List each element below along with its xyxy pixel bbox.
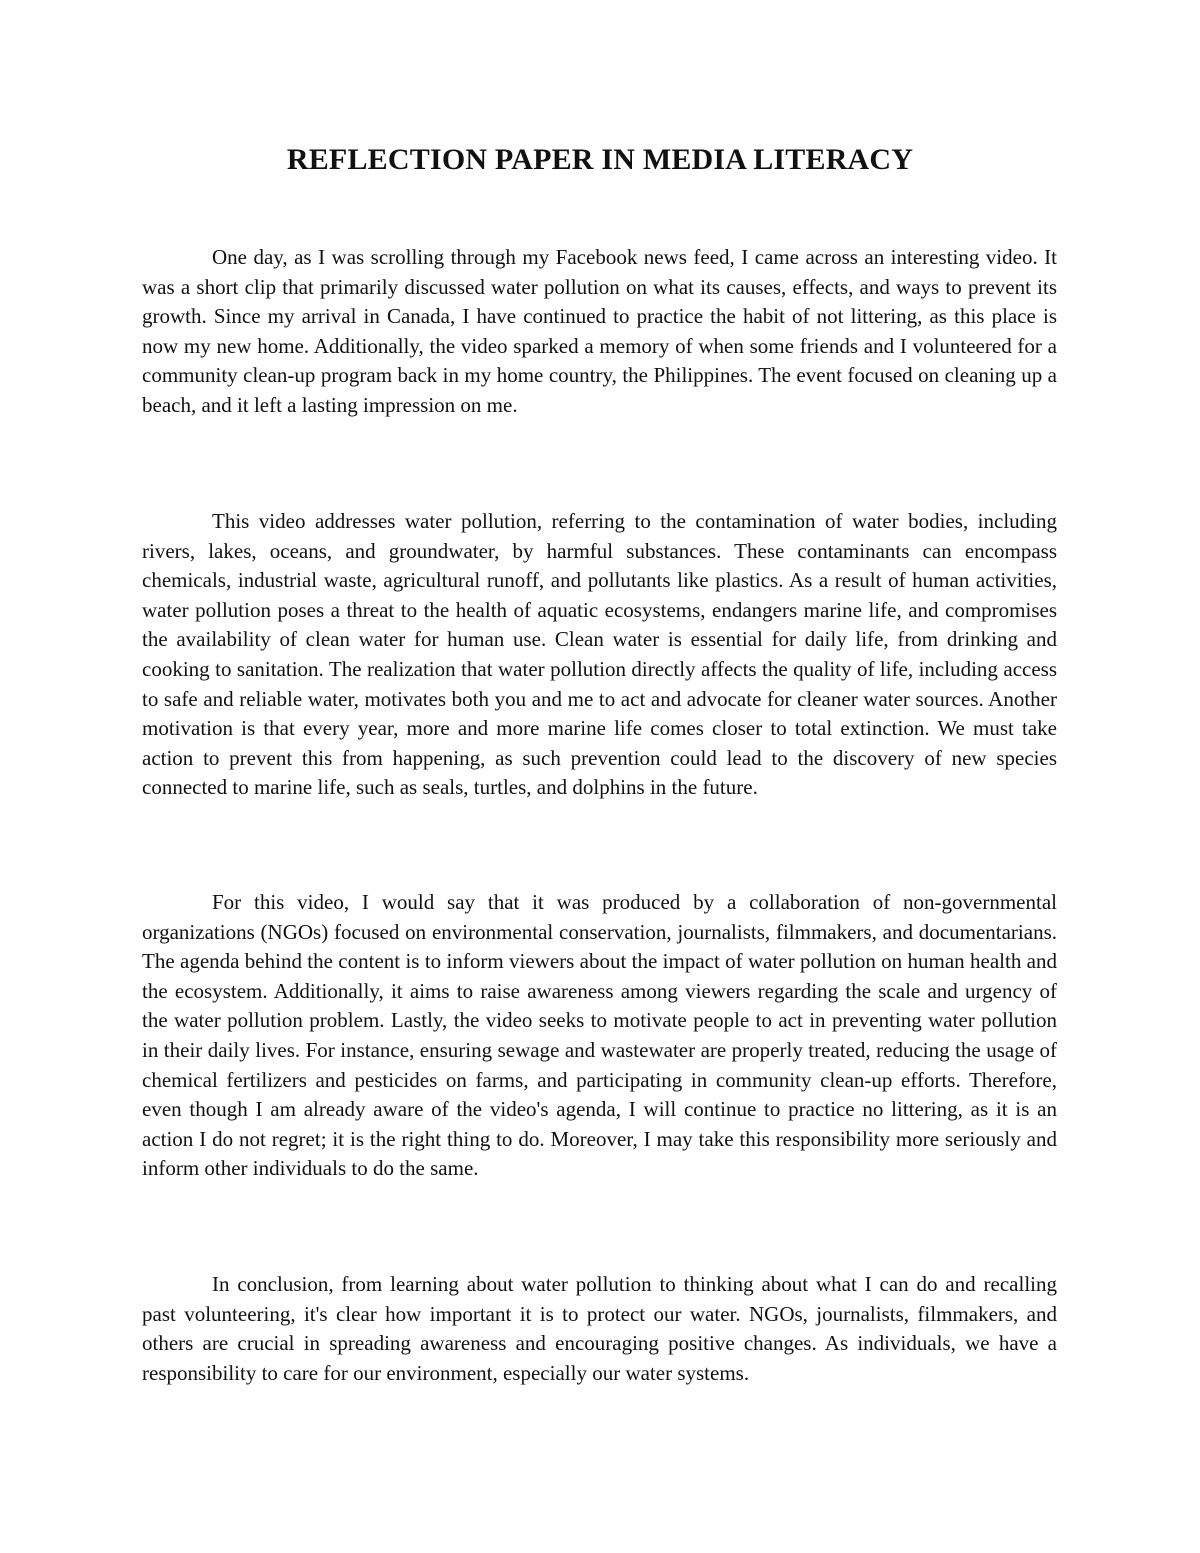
- paragraph-conclusion: In conclusion, from learning about water pollution to thinking about what I can do and recalling past volunteering, it's clear how important it is to protect our water. NGOs, journalists, filmmakers, and others are crucial in spreading awareness and encouraging positive changes. As individuals, we have a responsibility to care for our environment, especially our water systems.: [142, 1272, 1057, 1385]
- paragraph-water-pollution: This video addresses water pollution, referring to the contamination of water bodies, including rivers, lakes, oceans, and groundwater, by harmful substances. These contaminants can encompass chemicals, industrial waste, agricultural runoff, and pollutants like plastics. As a result of human activities, water pollution poses a threat to the health of aquatic ecosystems, endangers marine life, and compromises the availability of clean water for human use. Clean water is essential for daily life, from drinking and cooking to sanitation. The realization that water pollution directly affects the quality of life, including access to safe and reliable water, motivates both you and me to act and advocate for cleaner water sources. Another motivation is that every year, more and more marine life comes closer to total extinction. We must take action to prevent this from happening, as such prevention could lead to the discovery of new species connected to marine life, such as seals, turtles, and dolphins in the future.: [142, 509, 1057, 800]
- paragraph-video-producers: For this video, I would say that it was produced by a collaboration of non-governmental organizations (NGOs) focused on environmental conservation, journalists, filmmakers, and documentarians. The agenda behind the content is to inform viewers about the impact of water pollution on human health and the ecosystem. Additionally, it aims to raise awareness among viewers regarding the scale and urgency of the water pollution problem. Lastly, the video seeks to motivate people to act in preventing water pollution in their daily lives. For instance, ensuring sewage and wastewater are properly treated, reducing the usage of chemical fertilizers and pesticides on farms, and participating in community clean-up efforts. Therefore, even though I am already aware of the video's agenda, I will continue to practice no littering, as it is an action I do not regret; it is the right thing to do. Moreover, I may take this responsibility more seriously and inform other individuals to do the same.: [142, 890, 1057, 1181]
- document-title: REFLECTION PAPER IN MEDIA LITERACY: [286, 143, 914, 176]
- paragraph-introduction: One day, as I was scrolling through my Facebook news feed, I came across an interesting video. It was a short clip that primarily discussed water pollution on what its causes, effects, and ways to prevent its growth. Since my arrival in Canada, I have continued to practice the habit of not littering, as this place is now my new home. Additionally, the video sparked a memory of when some friends and I volunteered for a community clean-up program back in my home country, the Philippines. The event focused on cleaning up a beach, and it left a lasting impression on me.: [142, 245, 1057, 417]
